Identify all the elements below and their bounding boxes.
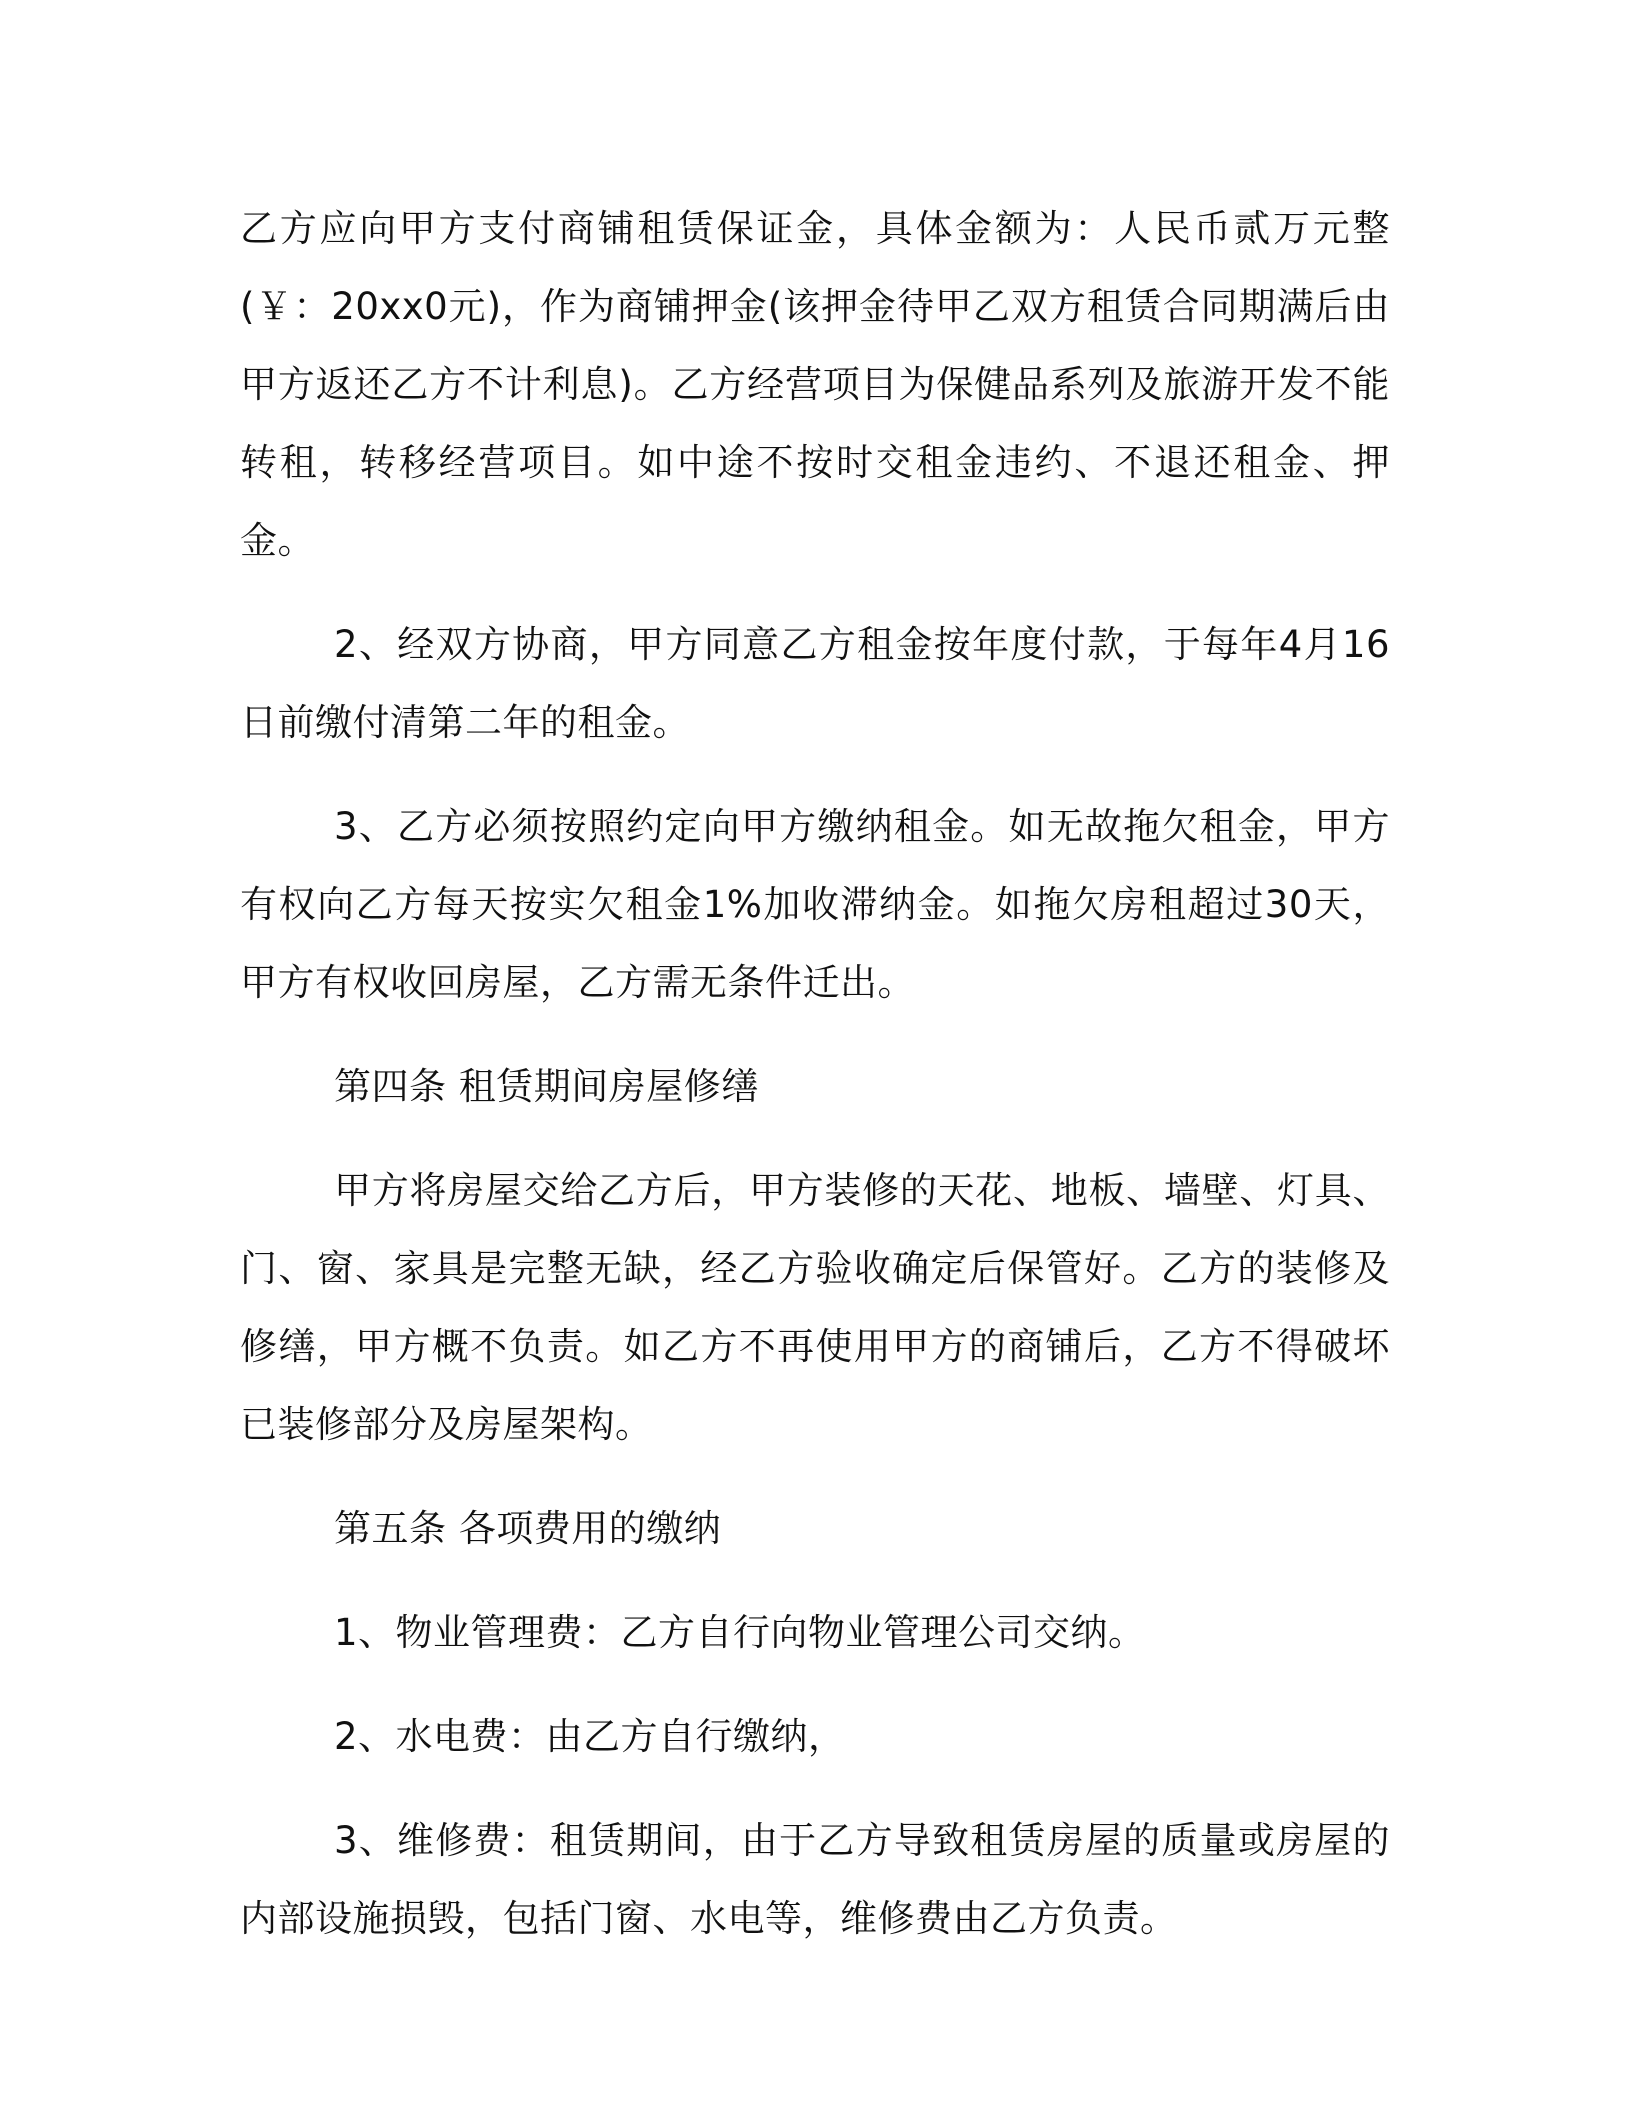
article-5-heading: 第五条 各项费用的缴纳: [334, 1507, 722, 1550]
rent-payment-clause: 2、经双方协商，甲方同意乙方租金按年度付款，于每年4月16日前缴付清第二年的租金。: [240, 623, 1390, 744]
utility-fee-item: 2、水电费：由乙方自行缴纳，: [334, 1715, 846, 1758]
repair-fee-item: 3、维修费：租赁期间，由于乙方导致租赁房屋的质量或房屋的内部设施损毁，包括门窗、水电等，维修费由乙方负责。: [240, 1819, 1390, 1940]
deposit-paragraph: 乙方应向甲方支付商铺租赁保证金，具体金额为：人民币贰万元整(￥：20xx0元)，作为商铺押金(该押金待甲乙双方租赁合同期满后由甲方返还乙方不计利息)。乙方经营项目为保健品系列及旅游开发不能转租，转移经营项目。如中途不按时交租金违约、不退还租金、押金。: [240, 207, 1390, 562]
property-fee-item: 1、物业管理费：乙方自行向物业管理公司交纳。: [334, 1611, 1146, 1654]
document-body: [240, 190, 1390, 1958]
article-4-heading: 第四条 租赁期间房屋修缮: [334, 1065, 759, 1108]
late-fee-clause: 3、乙方必须按照约定向甲方缴纳租金。如无故拖欠租金，甲方有权向乙方每天按实欠租金1%加收滞纳金。如拖欠房租超过30天，甲方有权收回房屋，乙方需无条件迁出。: [240, 805, 1390, 1004]
article-4-body: 甲方将房屋交给乙方后，甲方装修的天花、地板、墙壁、灯具、门、窗、家具是完整无缺，经乙方验收确定后保管好。乙方的装修及修缮，甲方概不负责。如乙方不再使用甲方的商铺后，乙方不得破坏已装修部分及房屋架构。: [240, 1169, 1390, 1446]
